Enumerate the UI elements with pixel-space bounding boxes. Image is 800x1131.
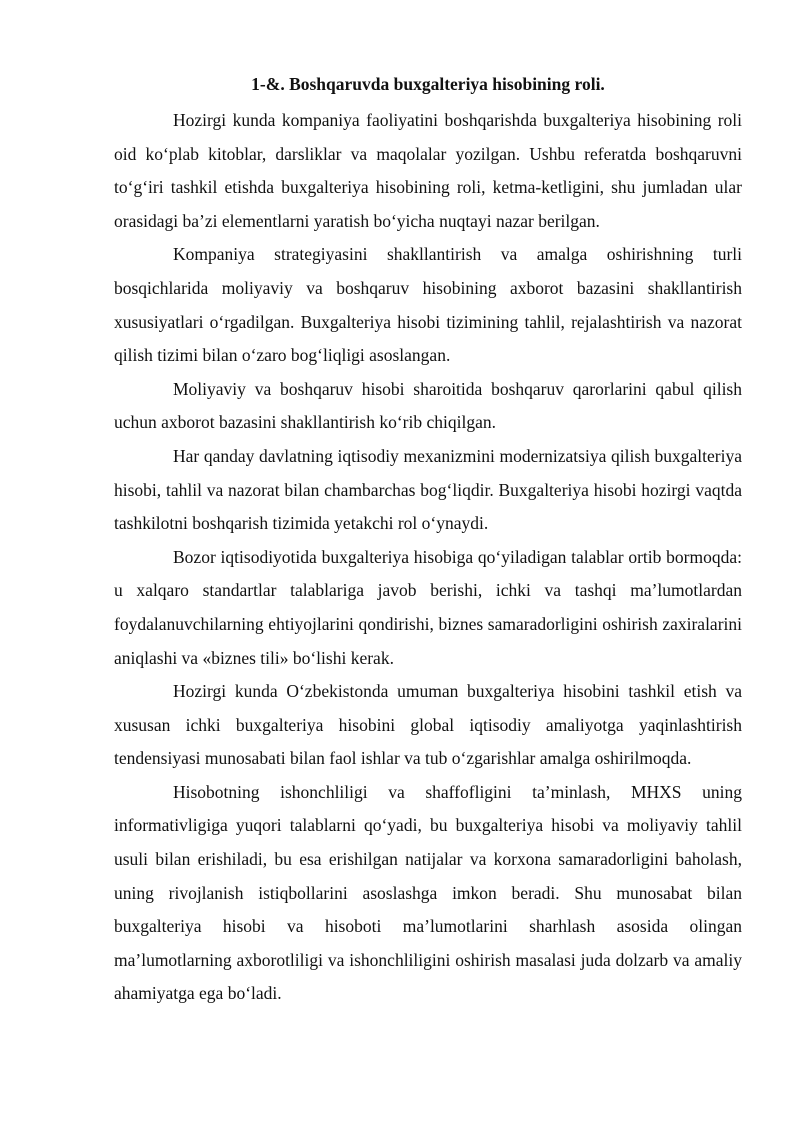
paragraph-2: Kompaniya strategiyasini shakllantirish va amalga oshirishning turli bosqichlarida moliyaviy va boshqaruv hisobining axborot bazasini shakllantirish xususiyatlari o‘rgadilgan. Buxgalteriya hisobi tizimining tahlil, rejalashtirish va nazorat qilish tizimi bilan o‘zaro bog‘liqligi asoslangan. xyxy=(114,244,742,366)
document-body xyxy=(114,72,742,1011)
paragraph-4: Har qanday davlatning iqtisodiy mexanizmini modernizatsiya qilish buxgalteriya hisobi, tahlil va nazorat bilan chambarchas bog‘liqdir. Buxgalteriya hisobi hozirgi vaqtda tashkilotni boshqarish tizimida yetakchi rol o‘ynaydi. xyxy=(114,445,742,534)
paragraph-1: Hozirgi kunda kompaniya faoliyatini boshqarishda buxgalteriya hisobining roli oid ko‘plab kitoblar, darsliklar va maqolalar yozilgan. Ushbu referatda boshqaruvni to‘g‘iri tashkil etishda buxgalteriya hisobining roli, ketma-ketligini, shu jumladan ular orasidagi ba’zi elementlarni yaratish bo‘yicha nuqtayi nazar berilgan. xyxy=(114,110,742,231)
paragraph-7: Hisobotning ishonchliligi va shaffofligini ta’minlash, MHXS uning informativligiga yuqori talablarni qo‘yadi, bu buxgalteriya hisobi va moliyaviy tahlil usuli bilan erishiladi, bu esa erishilgan natijalar va korxona samaradorligini baholash, uning rivojlanish istiqbollarini asoslashga imkon beradi. Shu munosabat bilan buxgalteriya hisobi va hisoboti ma’lumotlarini sharhlash asosida olingan ma’lumotlarning axborotliligi va ishonchliligini oshirish masalasi juda dolzarb va amaliy ahamiyatga ega bo‘ladi. xyxy=(114,781,742,1004)
paragraph-5: Bozor iqtisodiyotida buxgalteriya hisobiga qo‘yiladigan talablar ortib bormoqda: u xalqaro standartlar talablariga javob berishi, ichki va tashqi ma’lumotlardan foydalanuvchilarning ehtiyojlarini qondirishi, biznes samaradorligini oshirish zaxiralarini aniqlashi va «biznes tili» bo‘lishi kerak. xyxy=(114,546,742,668)
paragraph-3: Moliyaviy va boshqaruv hisobi sharoitida boshqaruv qarorlarini qabul qilish uchun axborot bazasini shakllantirish ko‘rib chiqilgan. xyxy=(114,378,742,433)
paragraph-6: Hozirgi kunda O‘zbekistonda umuman buxgalteriya hisobini tashkil etish va xususan ichki buxgalteriya hisobini global iqtisodiy amaliyotga yaqinlashtirish tendensiyasi munosabati bilan faol ishlar va tub o‘zgarishlar amalga oshirilmoqda. xyxy=(114,681,742,769)
section-title: 1-&. Boshqaruvda buxgalteriya hisobining roli. xyxy=(251,74,605,94)
